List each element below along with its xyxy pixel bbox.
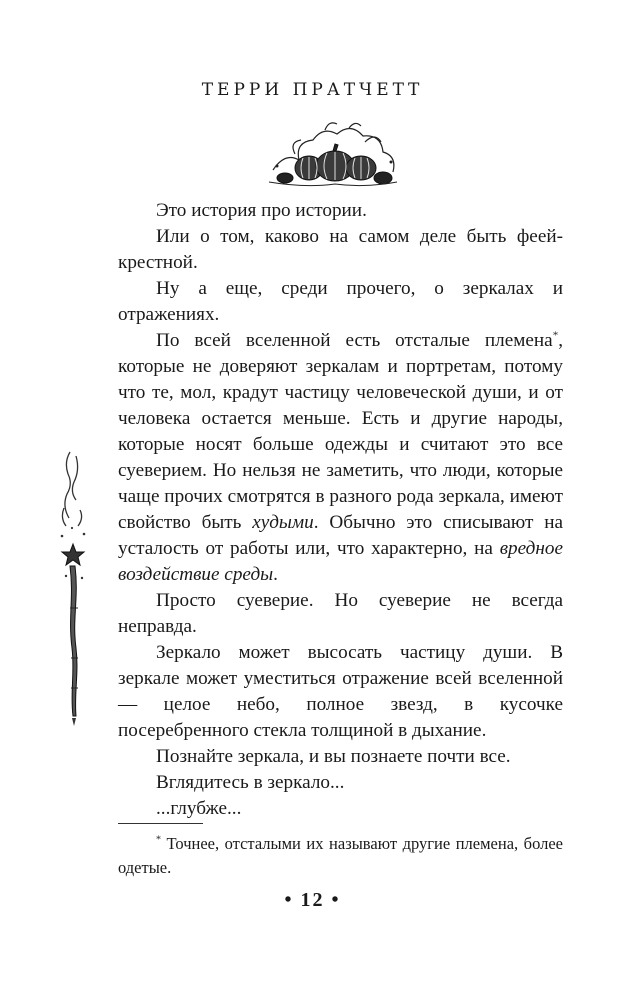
pumpkin-vignette-illustration [265, 112, 400, 194]
paragraph-text: По всей вселенной есть отсталые племена [156, 330, 553, 351]
page-number: • 12 • [284, 889, 341, 911]
paragraph-text: , которые не доверяют зеркалам и портретам, потому что те, мол, крадут частицу человеческой души, и от человека остается меньше. Есть и другие народы, которые носят больше одежды и считают это все суеверием. Но нельзя не заметить, что люди, которые чаще прочих смотрятся в разного рода зеркала, имеют свойство быть [118, 330, 563, 533]
footnote-mark: * [156, 834, 161, 846]
magic-wand-illustration [52, 448, 92, 733]
footnote-divider [118, 823, 203, 824]
italic-text: вредное воздействие среды [118, 538, 563, 585]
paragraph: Это история про истории. [156, 200, 367, 221]
paragraph-text: . Обычно это списывают на усталость от работы или, что характерно, на [118, 512, 563, 559]
body-text [118, 198, 563, 822]
running-header: ТЕРРИ ПРАТЧЕТТ [201, 80, 424, 100]
paragraph-text: . [273, 564, 278, 585]
paragraph: Познайте зеркала, и вы познаете почти все. [156, 746, 511, 767]
footnote [118, 832, 563, 880]
paragraph: Ну а еще, среди прочего, о зеркалах и отражениях. [118, 278, 563, 325]
paragraph: Или о том, каково на самом деле быть феей-крестной. [118, 226, 563, 273]
paragraph [118, 328, 563, 588]
paragraph: ...глубже... [156, 798, 242, 819]
paragraph: Вглядитесь в зеркало... [156, 772, 345, 793]
paragraph: Зеркало может высосать частицу души. В зеркале может уместиться отражение всей вселенной — целое небо, полное звезд, в кусочке посеребренного стекла толщиной в дыхание. [118, 642, 563, 741]
footnote-text: Точнее, отсталыми их называют другие племена, более одетые. [118, 834, 563, 877]
footnote-reference: * [552, 329, 559, 342]
paragraph: Просто суеверие. Но суеверие не всегда неправда. [118, 590, 563, 637]
italic-text: худыми [252, 512, 314, 533]
